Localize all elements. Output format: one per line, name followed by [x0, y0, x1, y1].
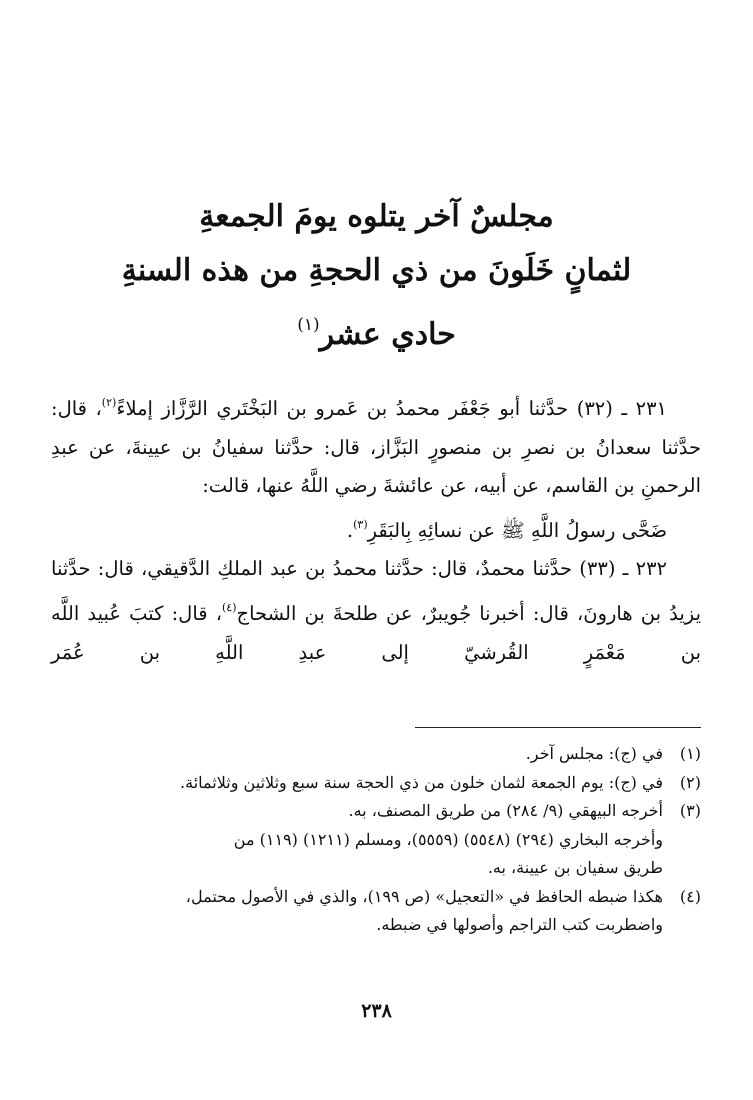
footnote-line: واضطربت كتب التراجم وأصولها في ضبطه. [376, 915, 663, 934]
hadith-232-part2: ، قال: كتبَ عُبيد اللَّه بن مَعْمَرٍ القُرشيّ إلى عبدِ اللَّهِ بن عُمَر [51, 601, 701, 664]
footnote-1 [51, 740, 701, 769]
title-footnote-ref: (١) [297, 315, 320, 335]
footnote-line: وأخرجه البخاري (٢٩٤) (٥٥٤٨) (٥٥٥٩)، ومسلم (١٢١١) (١١٩) من [233, 829, 663, 849]
footnote-line: في (ج): مجلس آخر. [525, 744, 663, 763]
footnote-text [51, 797, 663, 883]
title-line-2: لثمانٍ خَلَونَ من ذي الحجةِ من هذه السنةِ [121, 253, 632, 288]
title-line-3 [60, 298, 693, 362]
footnote-number: (١) [679, 744, 701, 763]
page-number: ٢٣٨ [361, 1000, 392, 1022]
hadith-231-part1: ٢٣١ ـ (٣٢) حدَّثنا أبو جَعْفَر محمدُ بن عَمرو بن البَخْتَري الرَّزَّاز إملاءً [116, 397, 668, 420]
hadith-232-part1: ٢٣٢ ـ (٣٣) حدَّثنا محمدٌ، قال: حدَّثنا محمدُ بن عبد الملكِ الدَّقيقي، قال: حدَّثنا يزيدُ بن هارونَ، قال: أخبرنا جُويبرٌ، عن طلحةَ بن الشحاج [51, 557, 701, 625]
title-line-3-text: حادي عشر [319, 317, 456, 352]
footnote-ref-4: (٤) [222, 600, 237, 614]
footnote-ref-2: (٢) [101, 396, 117, 409]
footnote-text [51, 883, 663, 940]
footnote-line: طريق سفيان بن عيينة، به. [487, 858, 663, 877]
hadith-232 [51, 550, 701, 672]
footnotes [51, 740, 701, 940]
footnote-separator [415, 727, 701, 728]
footnote-text [51, 740, 663, 769]
footnote-number: (٢) [679, 772, 701, 792]
main-text [51, 384, 701, 672]
hadith-231-part2: ، قال: حدَّثنا سعدانُ بن نصرِ بن منصورٍ البَزَّاز، قال: حدَّثنا سفيانُ بن عيينةَ، عن عبدِ الرحمنِ بن القاسم، عن أبيه، عن عائشةَ رضي اللَّهُ عنها، قالت: [51, 397, 701, 498]
title-line-1: مجلسٌ آخر يتلوه يومَ الجمعةِ [199, 199, 554, 234]
footnote-text [51, 769, 663, 798]
footnote-line: أخرجه البيهقي (٩/ ٢٨٤) من طريق المصنف، به. [348, 801, 663, 820]
footnote-3 [51, 797, 701, 883]
hadith-231-matn-text: ضَحَّى رسولُ اللَّهِ ﷺ عن نسائِهِ بِالبَقَرِ [367, 518, 667, 542]
footnote-number: (٤) [679, 886, 701, 906]
chapter-title [60, 190, 693, 362]
hadith-231 [51, 384, 701, 506]
footnote-4 [51, 883, 701, 940]
footnote-line: هكذا ضبطه الحافظ في «التعجيل» (ص ١٩٩)، والذي في الأصول محتمل، [185, 886, 663, 906]
footnote-number: (٣) [679, 801, 701, 820]
footnote-ref-3: (٣) [353, 517, 368, 531]
hadith-231-matn [51, 506, 701, 551]
hadith-231-matn-end: . [346, 518, 354, 542]
footnote-line: في (ج): يوم الجمعة لثمان خلون من ذي الحجة سنة سبع وثلاثين وثلاثمائة. [180, 772, 663, 792]
footnote-2 [51, 769, 701, 798]
